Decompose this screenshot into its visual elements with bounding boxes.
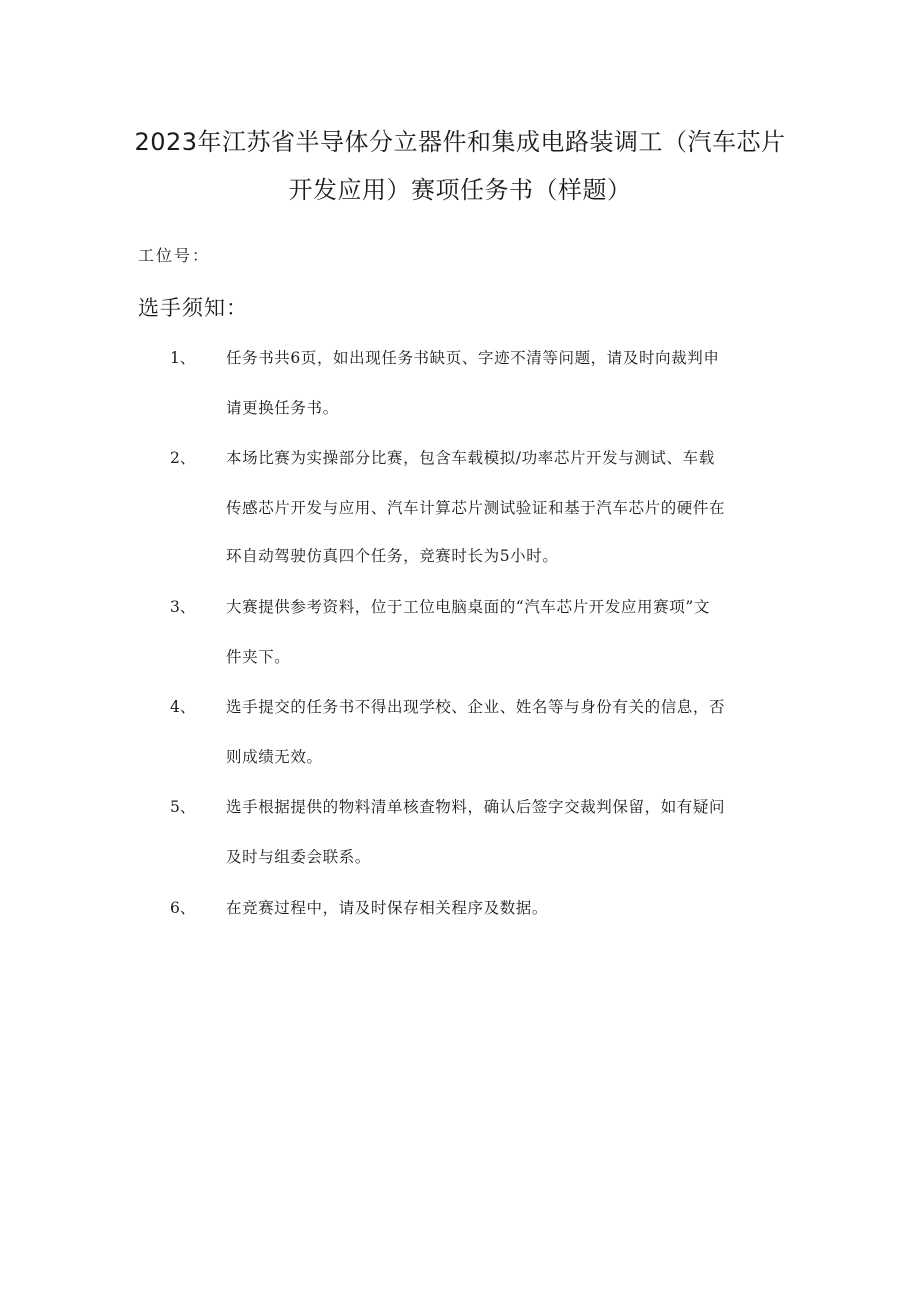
document-title-line-2: 开发应用）赛项任务书（样题）	[288, 176, 632, 204]
item-3-line-1: 大赛提供参考资料，位于工位电脑桌面的“汽车芯片开发应用赛项”文	[226, 598, 710, 616]
item-6-line-1: 在竞赛过程中，请及时保存相关程序及数据。	[226, 899, 549, 917]
item-2-line-2: 传感芯片开发与应用、汽车计算芯片测试验证和基于汽车芯片的硬件在	[226, 499, 726, 517]
item-number-1: 1、	[170, 349, 196, 367]
item-2-line-3: 环自动驾驶仿真四个任务，竞赛时长为5小时。	[226, 547, 559, 565]
item-2-line-1: 本场比赛为实操部分比赛，包含车载模拟/功率芯片开发与测试、车载	[226, 449, 715, 467]
notice-heading: 选手须知：	[138, 296, 248, 320]
item-5-line-1: 选手根据提供的物料清单核查物料，确认后签字交裁判保留，如有疑问	[226, 798, 726, 816]
item-number-3: 3、	[170, 598, 196, 616]
item-3-line-2: 件夹下。	[226, 648, 291, 666]
item-number-4: 4、	[170, 698, 196, 716]
item-5-line-2: 及时与组委会联系。	[226, 848, 371, 866]
item-number-2: 2、	[170, 449, 196, 467]
station-number-label: 工位号：	[138, 246, 211, 265]
item-4-line-2: 则成绩无效。	[226, 748, 323, 766]
item-number-5: 5、	[170, 798, 196, 816]
item-4-line-1: 选手提交的任务书不得出现学校、企业、姓名等与身份有关的信息，否	[226, 698, 726, 716]
item-1-line-2: 请更换任务书。	[226, 399, 339, 417]
document-title-line-1: 2023年江苏省半导体分立器件和集成电路装调工（汽车芯片	[134, 128, 786, 156]
item-number-6: 6、	[170, 899, 196, 917]
item-1-line-1: 任务书共6页，如出现任务书缺页、字迹不清等问题，请及时向裁判申	[226, 349, 720, 367]
